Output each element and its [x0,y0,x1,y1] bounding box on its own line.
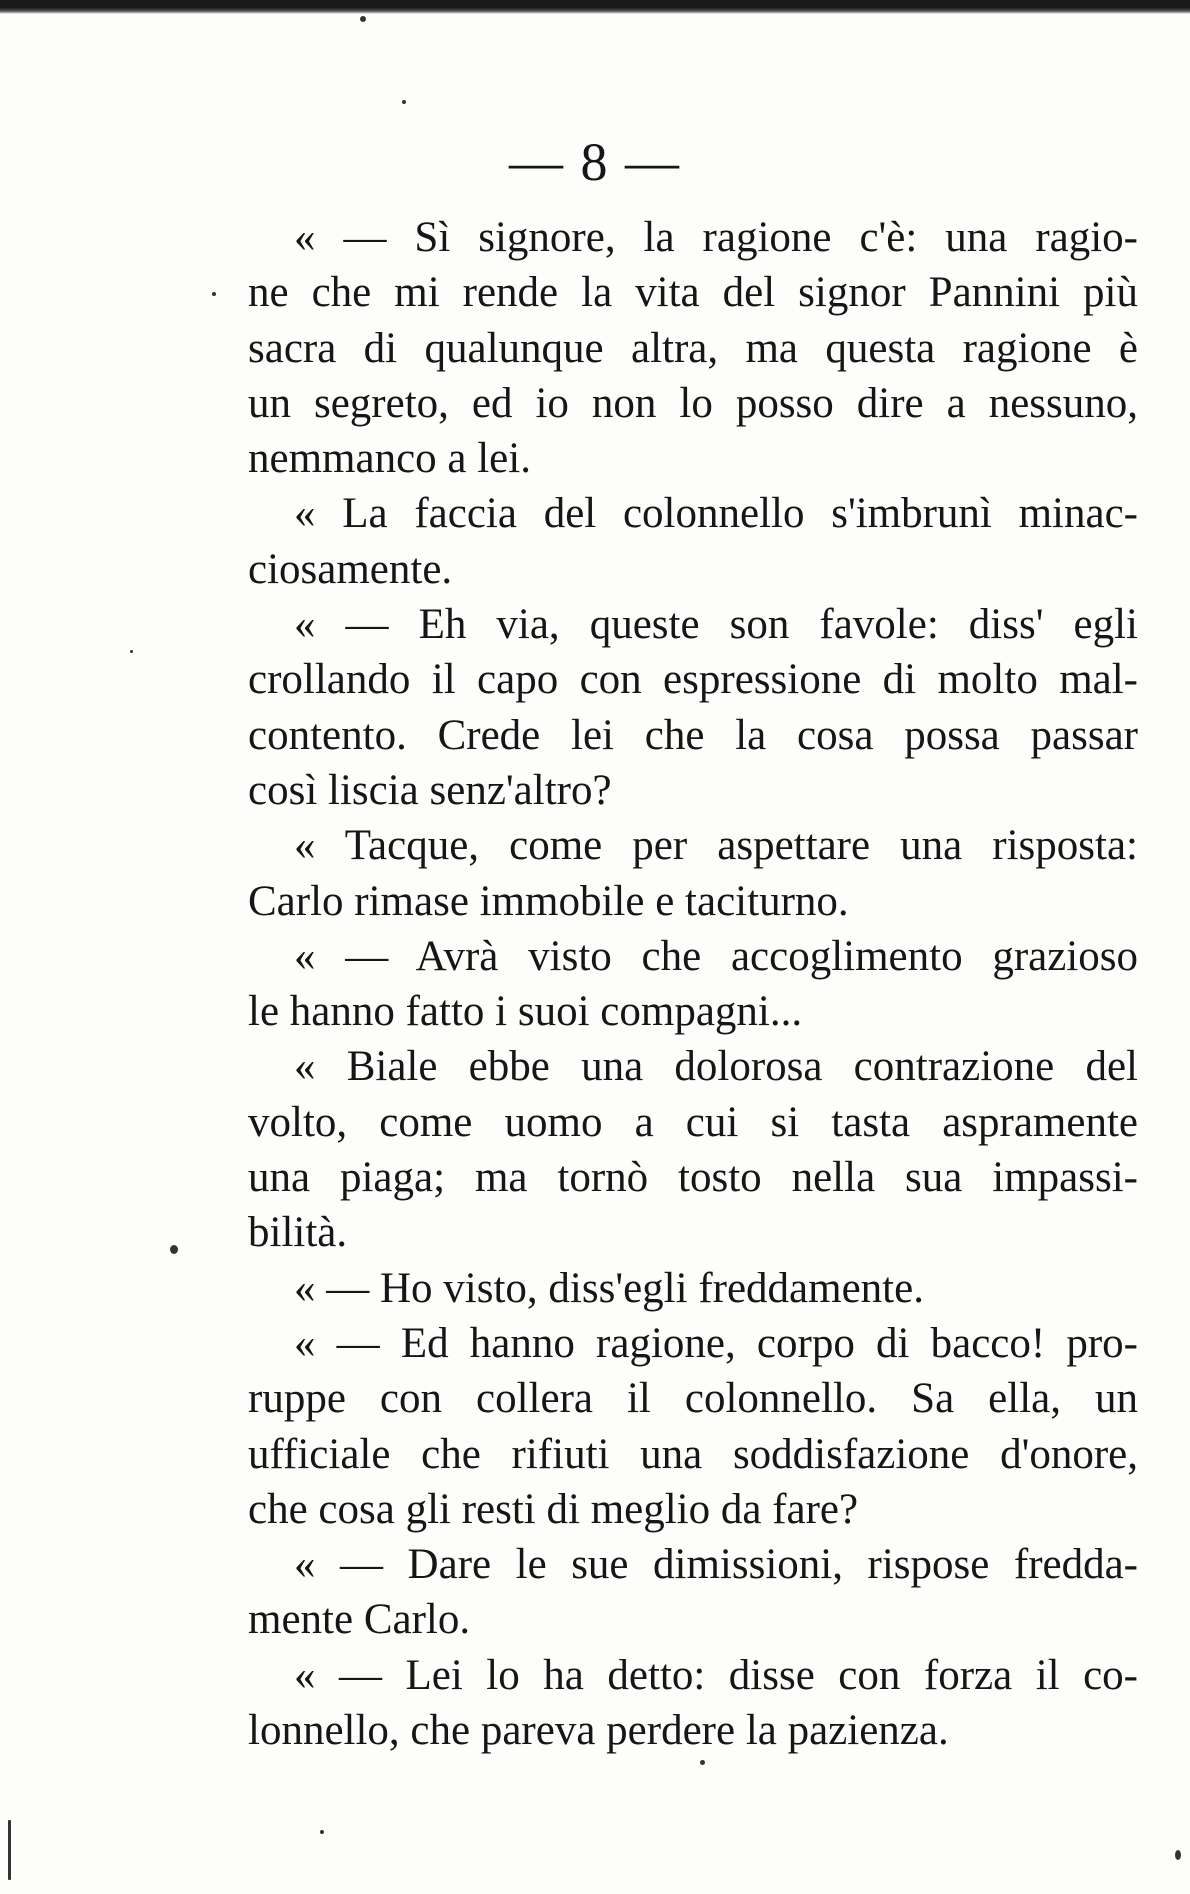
text-line: ne che mi rende la vita del signor Pannini più [248,269,1138,317]
text-line: « Biale ebbe una dolorosa contrazione del [294,1043,1138,1091]
text-line: nemmanco a lei. [248,435,531,483]
text-line: lonnello, che pareva perdere la pazienza. [248,1707,949,1755]
text-line: « — Avrà visto che accoglimento grazioso [294,932,1138,980]
text-line: sacra di qualunque altra, ma questa ragione è [248,324,1138,372]
text-line: « — Lei lo ha detto: disse con forza il co- [294,1651,1138,1699]
text-line: un segreto, ed io non lo posso dire a nessuno, [248,379,1138,427]
text-line: bilità. [248,1209,348,1257]
text-line: una piaga; ma tornò tosto nella sua impassi- [248,1154,1138,1202]
scan-speck [130,650,133,653]
text-line: crollando il capo con espressione di molto mal- [248,656,1138,704]
text-line: così liscia senz'altro? [248,766,612,814]
scan-speck [360,16,366,22]
scan-speck [700,1760,705,1765]
scan-speck [212,292,216,296]
top-border-rule [0,0,1190,14]
text-line: contento. Crede lei che la cosa possa passar [248,711,1138,759]
text-line: mente Carlo. [248,1596,471,1644]
text-line: « Tacque, come per aspettare una risposta: [294,822,1138,870]
scan-speck [1175,1850,1181,1860]
text-line: ufficiale che rifiuti una soddisfazione d'onore, [248,1430,1138,1478]
text-line: volto, come uomo a cui si tasta aspramente [248,1098,1138,1146]
text-line: « — Eh via, queste son favole: diss' egli [294,601,1138,649]
body-text [248,210,1138,1758]
scan-speck [402,100,406,104]
text-line: ciosamente. [248,545,453,593]
scan-speck [170,1245,178,1254]
text-line: ruppe con collera il colonnello. Sa ella, un [248,1375,1138,1423]
text-line: le hanno fatto i suoi compagni... [248,988,803,1036]
text-line: « — Ho visto, diss'egli freddamente. [294,1264,924,1312]
text-line: « — Sì signore, la ragione c'è: una ragio- [294,214,1138,261]
scan-speck [8,1820,11,1880]
text-line: Carlo rimase immobile e taciturno. [248,877,849,925]
scan-speck [320,1830,324,1834]
text-line: « — Dare le sue dimissioni, rispose fredda- [294,1541,1138,1589]
text-line: « La faccia del colonnello s'imbrunì minac- [294,490,1138,538]
text-line: « — Ed hanno ragione, corpo di bacco! pro- [294,1319,1138,1367]
page-number: — 8 — [509,132,681,192]
text-line: che cosa gli resti di meglio da fare? [248,1485,859,1533]
